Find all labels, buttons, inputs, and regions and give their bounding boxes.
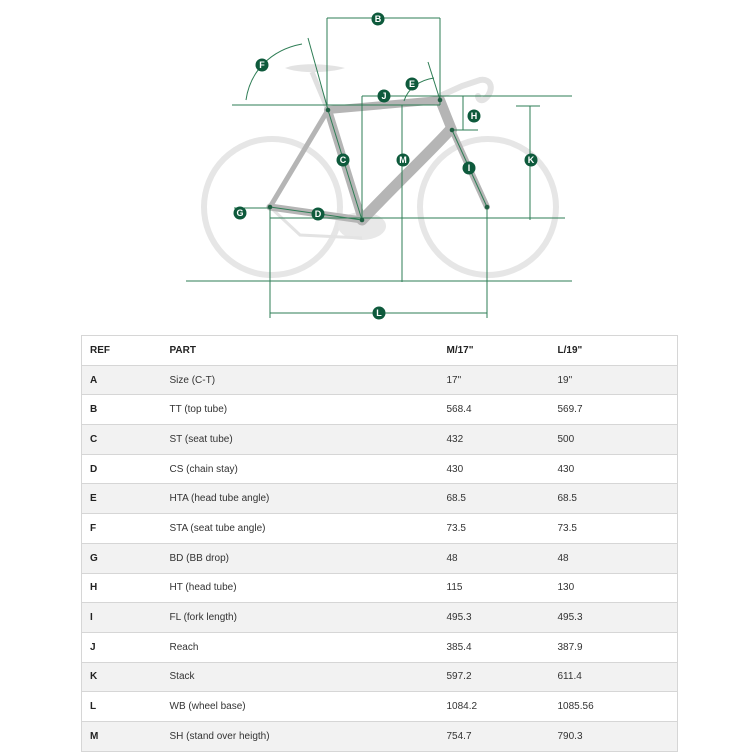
saddle [285,64,345,110]
row-part: FL (fork length) [162,603,439,633]
svg-text:F: F [259,60,265,70]
header-row [82,336,678,366]
table-row [82,543,678,573]
table-row [82,603,678,633]
table-row [82,573,678,603]
row-value-l: 48 [550,543,678,573]
row-part: SH (stand over heigth) [162,721,439,751]
marker-c [337,154,350,167]
marker-e [406,78,419,91]
row-ref: G [82,543,162,573]
row-part: TT (top tube) [162,395,439,425]
row-ref: A [82,365,162,395]
marker-k [525,154,538,167]
row-value-l: 68.5 [550,484,678,514]
header-size-m: M/17" [439,336,550,366]
row-part: WB (wheel base) [162,692,439,722]
row-ref: J [82,632,162,662]
svg-text:L: L [376,308,382,318]
row-value-m: 385.4 [439,632,550,662]
table-row [82,395,678,425]
row-value-m: 597.2 [439,662,550,692]
marker-j [378,90,391,103]
row-part: STA (seat tube angle) [162,514,439,544]
table-row [82,662,678,692]
row-value-m: 568.4 [439,395,550,425]
row-value-m: 48 [439,543,550,573]
row-ref: E [82,484,162,514]
svg-text:H: H [470,111,478,121]
row-value-l: 611.4 [550,662,678,692]
svg-text:J: J [381,91,387,101]
geometry-table-header [82,336,678,366]
row-part: HTA (head tube angle) [162,484,439,514]
table-row [82,632,678,662]
row-value-m: 432 [439,425,550,455]
header-size-l: L/19" [550,336,678,366]
row-part: Stack [162,662,439,692]
row-part: HT (head tube) [162,573,439,603]
row-ref: C [82,425,162,455]
row-ref: L [82,692,162,722]
row-ref: H [82,573,162,603]
row-value-m: 73.5 [439,514,550,544]
row-value-m: 495.3 [439,603,550,633]
row-ref: D [82,454,162,484]
marker-f [256,59,269,72]
svg-text:C: C [339,155,347,165]
geometry-table-body [82,365,678,751]
marker-l [373,307,386,320]
row-value-m: 17" [439,365,550,395]
row-value-m: 754.7 [439,721,550,751]
row-part: ST (seat tube) [162,425,439,455]
svg-text:D: D [314,209,322,219]
row-part: Size (C-T) [162,365,439,395]
handlebar [440,80,491,100]
svg-text:K: K [527,155,535,165]
geometry-table [81,335,678,752]
table-row [82,721,678,751]
marker-h [468,110,481,123]
row-value-l: 19" [550,365,678,395]
marker-m [397,154,410,167]
row-part: CS (chain stay) [162,454,439,484]
row-value-m: 430 [439,454,550,484]
row-part: Reach [162,632,439,662]
svg-text:E: E [408,79,416,89]
table-row [82,692,678,722]
row-value-m: 1084.2 [439,692,550,722]
marker-g [234,207,247,220]
row-value-m: 68.5 [439,484,550,514]
row-value-m: 115 [439,573,550,603]
row-value-l: 495.3 [550,603,678,633]
marker-i [463,162,476,175]
table-row [82,365,678,395]
row-value-l: 130 [550,573,678,603]
marker-b [372,13,385,26]
row-value-l: 387.9 [550,632,678,662]
row-ref: I [82,603,162,633]
row-part: BD (BB drop) [162,543,439,573]
table-row [82,454,678,484]
row-ref: F [82,514,162,544]
row-ref: K [82,662,162,692]
row-value-l: 430 [550,454,678,484]
table-row [82,484,678,514]
marker-d [312,208,325,221]
header-part: PART [162,336,439,366]
svg-text:G: G [236,208,244,218]
row-value-l: 1085.56 [550,692,678,722]
bike-frame [270,100,487,220]
svg-text:M: M [399,155,407,165]
row-value-l: 569.7 [550,395,678,425]
svg-text:I: I [467,163,471,173]
row-value-l: 73.5 [550,514,678,544]
row-ref: B [82,395,162,425]
header-ref: REF [82,336,162,366]
bike-geometry-diagram [0,0,750,330]
table-row [82,514,678,544]
svg-text:B: B [374,14,382,24]
table-row [82,425,678,455]
row-ref: M [82,721,162,751]
row-value-l: 790.3 [550,721,678,751]
row-value-l: 500 [550,425,678,455]
